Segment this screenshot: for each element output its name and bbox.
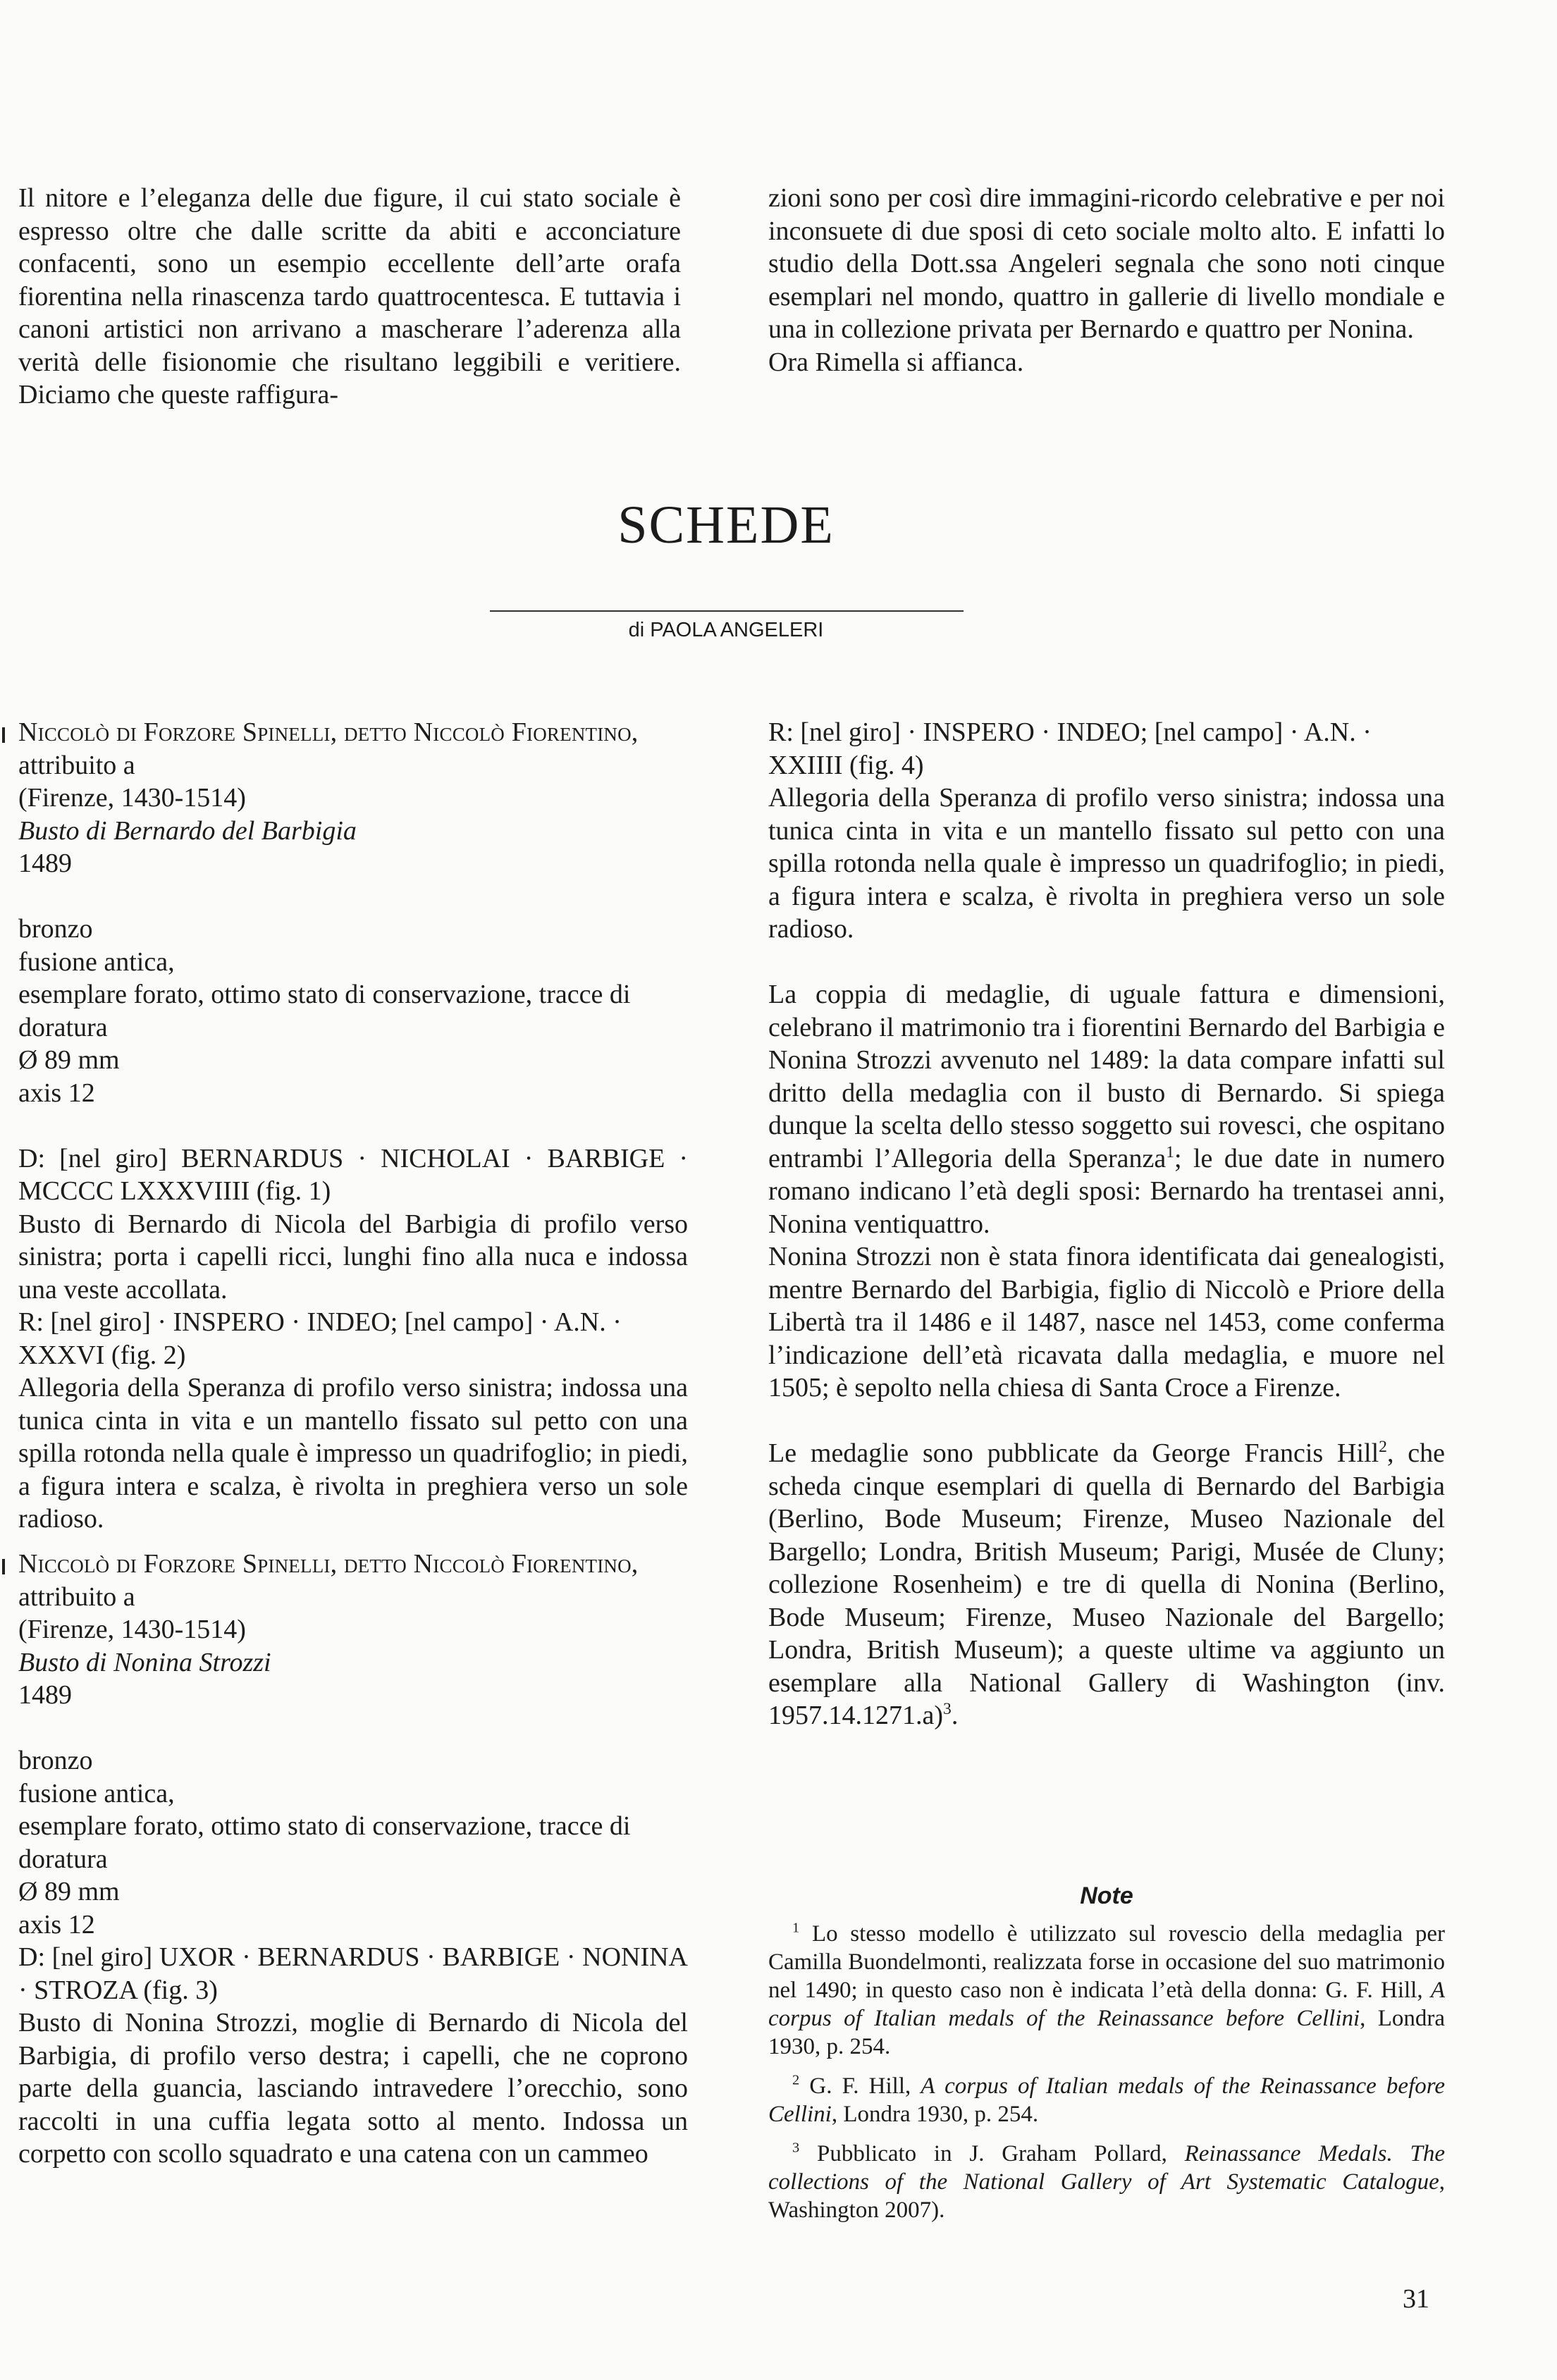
entry-axis: axis 12 (18, 1078, 95, 1108)
entry-attribution: attribuito a (18, 1581, 135, 1612)
notes-heading: Note (1080, 1882, 1133, 1909)
entry-obverse-legend: D: [nel giro] UXOR · BERNARDUS · BARBIGE · NONINA · STROZA (fig. 3) (18, 1942, 688, 2005)
entry-obverse-description: Busto di Nonina Strozzi, moglie di Bernardo di Nicola del Barbigia, di profilo verso destra; i capelli, che ne coprono parte della guancia, lasciando intravedere l’orecchio, sono raccolti in una cuffia legata sotto al mento. Indossa un corpetto con scollo squadrato e una catena con un cammeo (18, 2008, 688, 2169)
entry-artist: Niccolò di Forzore Spinelli, detto Niccolò Fiorentino, (18, 1549, 639, 1579)
entry-material: bronzo (18, 914, 93, 944)
entry-marker (2, 1559, 5, 1574)
entry-casting: fusione antica, (18, 1778, 175, 1808)
footnote-ref: 2 (1379, 1437, 1387, 1456)
footnote-ref: 3 (943, 1699, 952, 1718)
entry-reverse-legend: R: [nel giro] · INSPERO · INDEO; [nel campo] · A.N. · XXXVI (fig. 2) (18, 1307, 622, 1370)
author-byline: di PAOLA ANGELERI (628, 619, 824, 641)
section-title: SCHEDE (617, 495, 835, 555)
catalogue-entry-bernardo (18, 716, 688, 1536)
footnote: $^2$ G. F. Hill, A corpus of Italian medals of the Reinassance before Cellini, Londra 1930, p. 254. (768, 2072, 1446, 2127)
intro-right-column (768, 182, 1445, 378)
entry-reverse-legend: R: [nel giro] · INSPERO · INDEO; [nel campo] · A.N. · XXIIII (fig. 4) (768, 717, 1372, 780)
footnotes (768, 1882, 1445, 2236)
commentary-paragraph: Le medaglie sono pubblicate da George Francis Hill$^2$, che scheda cinque esemplari di quella di Bernardo del Barbigia (Berlino, Bode Museum; Firenze, Museo Nazionale del Bargello; Londra, British Museum; Parigi, Musée de Cluny; collezione Rosenheim) e tre di quella di Nonina (Berlino, Bode Museum; Firenze, Museo Nazionale del Bargello; Londra, British Museum); a queste ultime va aggiunto un esemplare alla National Gallery di Washington (inv. 1957.14.1271.a)$^3$. (768, 1437, 1445, 1730)
entry-year: 1489 (18, 1680, 72, 1710)
footnote-ref: 1 (1166, 1142, 1174, 1161)
commentary-paragraph: Nonina Strozzi non è stata finora identificata dai genealogisti, mentre Bernardo del Barbigia, figlio di Niccolò e Priore della Libertà tra il 1486 e il 1487, nasce nel 1453, come conferma l’indicazione dell’età ricavata dalla medaglia, e muore nel 1505; è sepolto nella chiesa di Santa Croce a Firenze. (768, 1242, 1445, 1402)
entry-obverse-legend: D: [nel giro] BERNARDUS · NICHOLAI · BARBIGE · MCCCC LXXXVIIII (fig. 1) (18, 1143, 688, 1206)
entry-marker (2, 727, 5, 743)
entry-diameter: Ø 89 mm (18, 1045, 120, 1075)
intro-closing-line: Ora Rimella si affianca. (768, 347, 1024, 377)
intro-paragraph-right: zioni sono per così dire immagini-ricordo celebrative e per noi inconsuete di due sposi di ceto sociale molto alto. E infatti lo studio della Dott.ssa Angeleri segnala che sono noti cinque esemplari nel mondo, quattro in gallerie di livello mondiale e una in collezione privata per Bernardo e quattro per Nonina. (768, 183, 1445, 344)
page-number: 31 (1403, 2284, 1429, 2314)
entry-condition: esemplare forato, ottimo stato di conservazione, tracce di doratura (18, 980, 631, 1042)
entry-condition: esemplare forato, ottimo stato di conservazione, tracce di doratura (18, 1811, 631, 1874)
entry-dates: (Firenze, 1430-1514) (18, 783, 246, 813)
entry-material: bronzo (18, 1746, 93, 1775)
entry-obverse-description: Busto di Bernardo di Nicola del Barbigia di profilo verso sinistra; porta i capelli ricci, lunghi fino alla nuca e indossa una veste accollata. (18, 1209, 688, 1305)
entry-reverse-description: Allegoria della Speranza di profilo verso sinistra; indossa una tunica cinta in vita e un mantello fissato sul petto con una spilla rotonda nella quale è impresso un quadrifoglio; in piedi, a figura intera e scalza, è rivolta in preghiera verso un sole radioso. (18, 1373, 688, 1534)
title-divider (490, 610, 964, 612)
footnote: $^1$ Lo stesso modello è utilizzato sul rovescio della medaglia per Camilla Buondelmonti, realizzata forse in occasione del suo matrimonio nel 1490; in questo caso non è indicata l’età della donna: G. F. Hill, A corpus of Italian medals of the Reinassance before Cellini, Londra 1930, p. 254. (768, 1920, 1445, 2059)
catalogue-entry-nonina (18, 1548, 688, 2171)
entry-diameter: Ø 89 mm (18, 1877, 120, 1906)
entry-dates: (Firenze, 1430-1514) (18, 1615, 246, 1644)
right-column-text (768, 716, 1445, 1732)
commentary-paragraph: La coppia di medaglie, di uguale fattura e dimensioni, celebrano il matrimonio tra i fiorentini Bernardo del Barbigia e Nonina Strozzi avvenuto nel 1489: la data compare infatti sul dritto della medaglia con il busto di Bernardo. Si spiega dunque la scelta dello stesso soggetto sui rovesci, che ospitano entrambi l’Allegoria della Speranza$^1$; le due date in numero romano indicano l’età degli sposi: Bernardo ha trentasei anni, Nonina ventiquattro. (768, 980, 1445, 1239)
entry-year: 1489 (18, 849, 72, 878)
entry-artist: Niccolò di Forzore Spinelli, detto Niccolò Fiorentino, (18, 717, 639, 747)
intro-left-column (18, 182, 681, 412)
entry-reverse-description: Allegoria della Speranza di profilo verso sinistra; indossa una tunica cinta in vita e un mantello fissato sul petto con una spilla rotonda nella quale è impresso un quadrifoglio; in piedi, a figura intera e scalza, è rivolta in preghiera verso un sole radioso. (768, 783, 1445, 944)
entry-title: Busto di Bernardo del Barbigia (18, 815, 357, 846)
entry-axis: axis 12 (18, 1909, 95, 1940)
entry-attribution: attribuito a (18, 750, 135, 780)
footnote: $^3$ Pubblicato in J. Graham Pollard, Reinassance Medals. The collections of the National Gallery of Art Systematic Catalogue, Washington 2007). (768, 2140, 1446, 2223)
intro-paragraph-left: Il nitore e l’eleganza delle due figure, il cui stato sociale è espresso oltre che dalle scritte da abiti e acconciature confacenti, sono un esempio eccellente dell’arte orafa fiorentina nella rinascenza tardo quattrocentesca. E tuttavia i canoni artistici non arrivano a mascherare l’aderenza alla verità delle fisionomie che risultano leggibili e veritiere. Diciamo che queste raffigura- (18, 183, 681, 409)
entry-title: Busto di Nonina Strozzi (18, 1647, 271, 1677)
entry-casting: fusione antica, (18, 947, 175, 977)
